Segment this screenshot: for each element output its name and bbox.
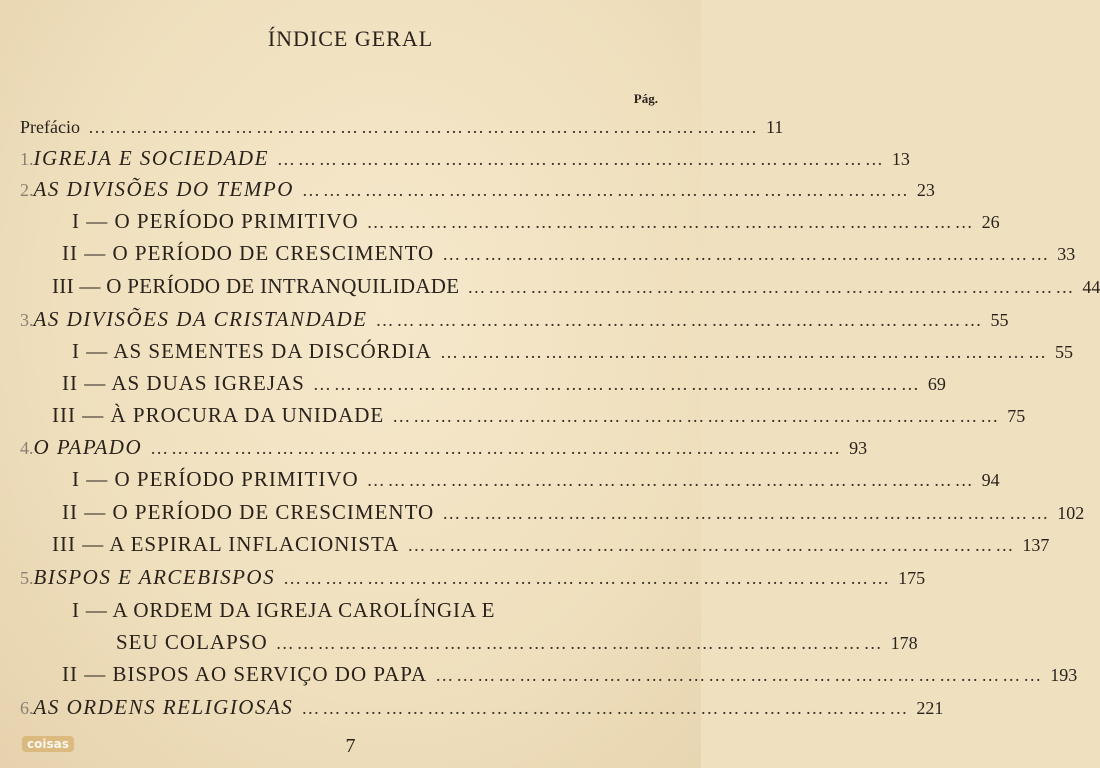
dot-leader: ………………………………………………………………………………………	[150, 438, 844, 458]
toc-entry	[20, 432, 868, 462]
toc-entry-text: III — A ESPIRAL INFLACIONISTA	[52, 532, 400, 556]
toc-entry-text: AS DIVISÕES DO TEMPO	[33, 177, 294, 201]
toc-entry	[52, 400, 1026, 430]
toc-entry-page: 102	[1057, 503, 1085, 523]
toc-entry	[20, 143, 910, 173]
toc-entry-text: BISPOS E ARCEBISPOS	[33, 565, 276, 589]
dot-leader: ……………………………………………………………………………………	[87, 117, 760, 137]
toc-entry-page: 23	[916, 180, 935, 200]
toc-entry-text: III — À PROCURA DA UNIDADE	[52, 403, 385, 427]
chapter-number: 2.	[20, 180, 34, 200]
dot-leader: ……………………………………………………………………………	[435, 665, 1045, 685]
toc-entry	[20, 692, 944, 722]
toc-entry-text: AS DIVISÕES DA CRISTANDADE	[33, 307, 368, 331]
toc-entry-text: IGREJA E SOCIEDADE	[33, 146, 269, 170]
toc-entry-page: 178	[890, 633, 918, 653]
dot-leader: ……………………………………………………………………………	[312, 374, 922, 394]
toc-entry	[62, 659, 1078, 689]
dot-leader: ……………………………………………………………………………	[366, 470, 976, 490]
chapter-number: 6.	[20, 698, 34, 718]
toc-entry	[62, 238, 1076, 268]
toc-entry	[52, 271, 1100, 301]
toc-entry	[20, 174, 935, 204]
chapter-number: 4.	[20, 438, 34, 458]
dot-leader: ……………………………………………………………………………	[442, 244, 1052, 264]
toc-entry-text: I — O PERÍODO PRIMITIVO	[72, 467, 359, 491]
toc-entry-page: 13	[891, 149, 910, 169]
dot-leader: ……………………………………………………………………………	[392, 406, 1002, 426]
toc-entry-page: 193	[1050, 665, 1078, 685]
toc-entry-page: 137	[1022, 535, 1050, 555]
chapter-number: 3.	[20, 310, 34, 330]
dot-leader: ……………………………………………………………………………	[301, 180, 911, 200]
dot-leader: ……………………………………………………………………………	[442, 503, 1052, 523]
dot-leader: ……………………………………………………………………………	[275, 633, 885, 653]
toc-entry-text: II — AS DUAS IGREJAS	[62, 371, 305, 395]
toc-entry-page: 55	[1054, 342, 1073, 362]
dot-leader: ……………………………………………………………………………	[276, 149, 886, 169]
toc-entry	[72, 336, 1073, 366]
toc-entry-page: 94	[981, 470, 1000, 490]
page-title: ÍNDICE GERAL	[267, 26, 434, 51]
toc-entry	[20, 112, 784, 142]
toc-entry-text: II — O PERÍODO DE CRESCIMENTO	[62, 500, 435, 524]
toc-entry-text: I — A ORDEM DA IGREJA CAROLÍNGIA E	[72, 598, 496, 622]
toc-entry-text: SEU COLAPSO	[116, 630, 268, 654]
toc-entry	[72, 595, 658, 625]
toc-entry-page: 221	[916, 698, 944, 718]
toc-entry-page: 26	[981, 212, 1000, 232]
toc-entry-text: Prefácio	[20, 117, 80, 137]
toc-entry-text: II — O PERÍODO DE CRESCIMENTO	[62, 241, 435, 265]
toc-entry-text: II — BISPOS AO SERVIÇO DO PAPA	[62, 662, 428, 686]
toc-entry-page: 44	[1082, 277, 1100, 297]
toc-entry-page: 69	[927, 374, 946, 394]
toc-entry	[52, 529, 1050, 559]
toc-entry-page: 93	[849, 438, 868, 458]
toc-entry-text: III — O PERÍODO DE INTRANQUILIDADE	[52, 274, 460, 298]
toc-entry	[20, 304, 1009, 334]
chapter-number: 1.	[20, 149, 34, 169]
page-number: 7	[345, 735, 356, 757]
page-column-label: Pág.	[633, 91, 658, 106]
dot-leader: ……………………………………………………………………………	[375, 310, 985, 330]
toc-entry-text: I — AS SEMENTES DA DISCÓRDIA	[72, 339, 432, 363]
dot-leader: ……………………………………………………………………………	[439, 342, 1049, 362]
toc-entry-text: I — O PERÍODO PRIMITIVO	[72, 209, 359, 233]
toc-entry-page: 11	[765, 117, 784, 137]
toc-entry	[62, 497, 1085, 527]
dot-leader: ……………………………………………………………………………	[407, 535, 1017, 555]
toc-entry-page: 175	[898, 568, 926, 588]
toc-entry	[72, 206, 1000, 236]
dot-leader: ……………………………………………………………………………	[283, 568, 893, 588]
toc-entry	[20, 562, 926, 592]
toc-entry-text: AS ORDENS RELIGIOSAS	[33, 695, 294, 719]
toc-entry-page: 55	[990, 310, 1009, 330]
toc-entry-text: O PAPADO	[33, 435, 143, 459]
dot-leader: ……………………………………………………………………………	[467, 277, 1077, 297]
toc-entry-page: 33	[1057, 244, 1076, 264]
toc-entry-page: 75	[1007, 406, 1026, 426]
chapter-number: 5.	[20, 568, 34, 588]
dot-leader: ……………………………………………………………………………	[366, 212, 976, 232]
toc-entry	[116, 627, 918, 657]
dot-leader: ……………………………………………………………………………	[301, 698, 911, 718]
watermark-logo: coisas	[22, 736, 74, 752]
toc-entry	[72, 464, 1000, 494]
toc-entry	[62, 368, 946, 398]
